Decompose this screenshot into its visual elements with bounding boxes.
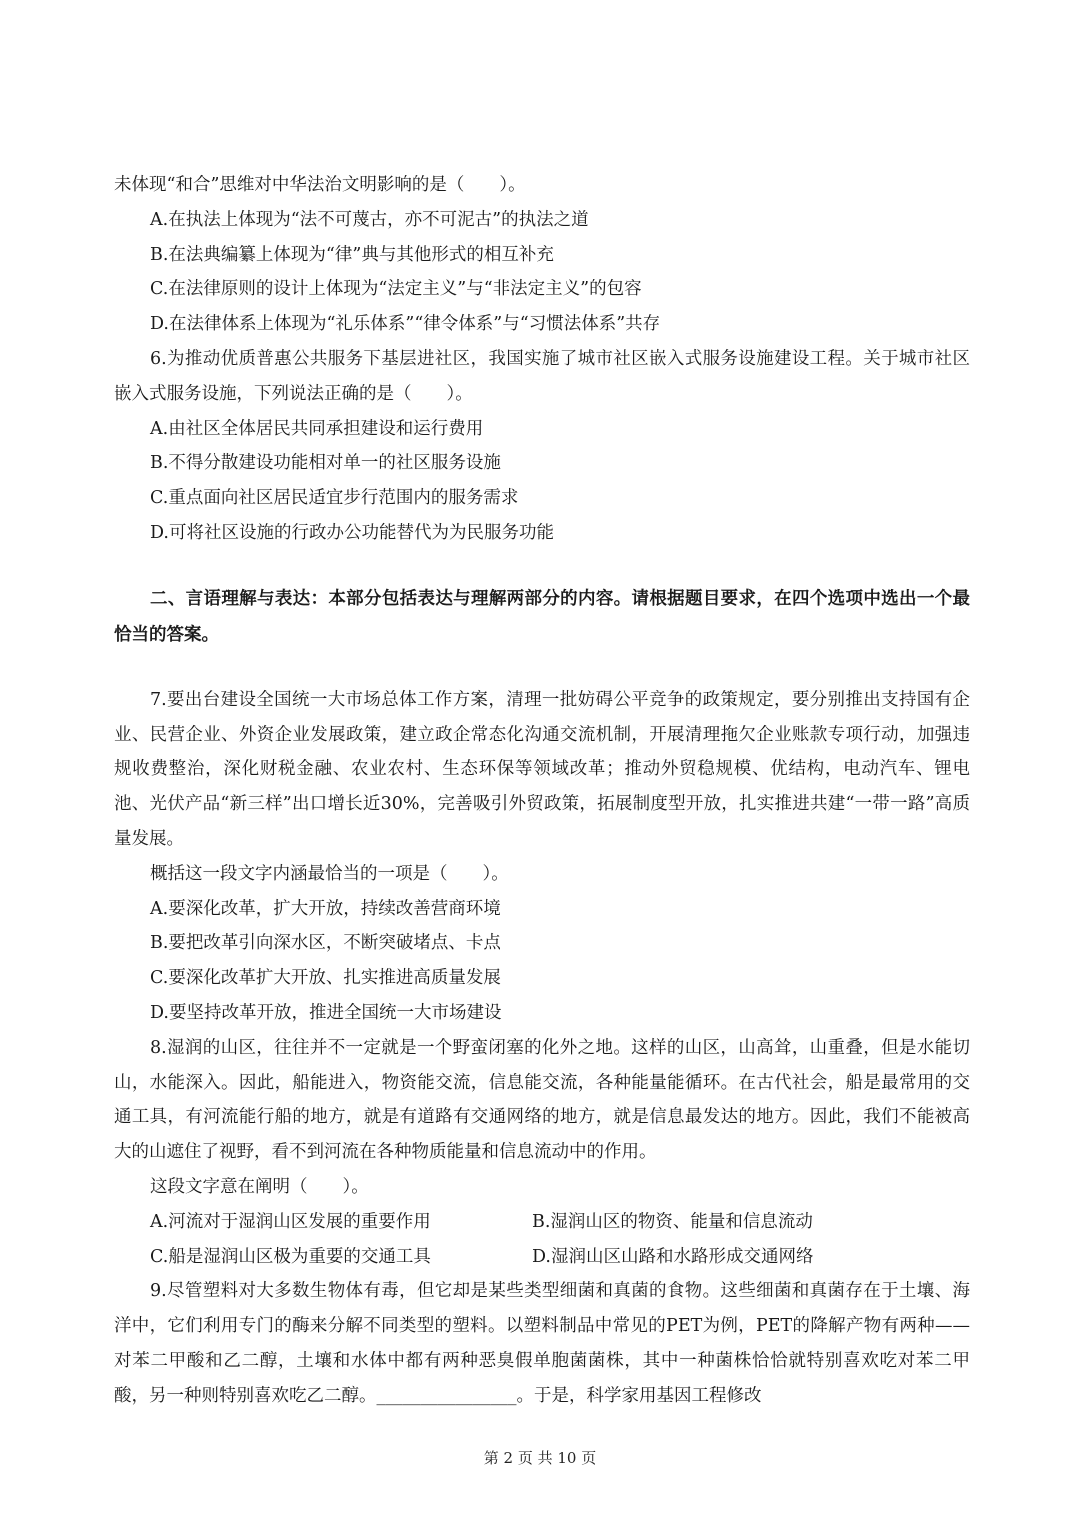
q8-option-a: A.河流对于湿润山区发展的重要作用 <box>150 1211 431 1232</box>
q6-option-c: C.重点面向社区居民适宜步行范围内的服务需求 <box>150 488 519 509</box>
q5-option-b: B.在法典编纂上体现为“律”典与其他形式的相互补充 <box>150 244 554 265</box>
q6-option-a: A.由社区全体居民共同承担建设和运行费用 <box>150 418 484 439</box>
q8-options-row-2 <box>114 1240 970 1275</box>
q7-option-c: C.要深化改革扩大开放、扎实推进高质量发展 <box>150 968 501 989</box>
q5-option-a: A.在执法上体现为“法不可蔑古，亦不可泥古”的执法之道 <box>150 209 589 230</box>
q7-stem: 7.要出台建设全国统一大市场总体工作方案，清理一批妨碍公平竞争的政策规定，要分别推出支持国有企业、民营企业、外资企业发展政策，建立政企常态化沟通交流机制，开展清理拖欠企业账款专项行动，加强违规收费整治，深化财税金融、农业农村、生态环保等领域改革；推动外贸稳规模、优结构，电动汽车、锂电池、光伏产品“新三样”出口增长近30%，完善吸引外贸政策，拓展制度型开放，扎实推进共建“一带一路”高质量发展。 <box>114 689 970 849</box>
page-content <box>114 168 970 1414</box>
q6-option-d: D.可将社区设施的行政办公功能替代为为民服务功能 <box>150 522 554 543</box>
q8-options-row-1 <box>114 1205 970 1240</box>
q9-stem: 9.尽管塑料对大多数生物体有毒，但它却是某些类型细菌和真菌的食物。这些细菌和真菌存在于土壤、海洋中，它们利用专门的酶来分解不同类型的塑料。以塑料制品中常见的PET为例，PET的降解产物有两种——对苯二甲酸和乙二醇，土壤和水体中都有两种恶臭假单胞菌菌株，其中一种菌株恰恰就特别喜欢吃对苯二甲酸，另一种则特别喜欢吃乙二醇。________________。于是，科学家用基因工程修改 <box>114 1281 970 1406</box>
q6-option-b: B.不得分散建设功能相对单一的社区服务设施 <box>150 453 501 474</box>
q5-option-c: C.在法律原则的设计上体现为“法定主义”与“非法定主义”的包容 <box>150 279 642 300</box>
q5-stem-tail: 未体现“和合”思维对中华法治文明影响的是（ ）。 <box>114 175 526 195</box>
q8-stem: 8.湿润的山区，往往并不一定就是一个野蛮闭塞的化外之地。这样的山区，山高耸，山重叠，但是水能切山，水能深入。因此，船能进入，物资能交流，信息能交流，各种能量能循环。在古代社会，船是最常用的交通工具，有河流能行船的地方，就是有道路有交通网络的地方，就是信息最发达的地方。因此，我们不能被高大的山遮住了视野，看不到河流在各种物质能量和信息流动中的作用。 <box>114 1037 970 1163</box>
page-footer: 第 2 页 共 10 页 <box>483 1449 597 1467</box>
q7-option-a: A.要深化改革，扩大开放，持续改善营商环境 <box>150 898 501 919</box>
q5-option-d: D.在法律体系上体现为“礼乐体系”“律令体系”与“习惯法体系”共存 <box>150 314 661 335</box>
q7-option-b: B.要把改革引向深水区，不断突破堵点、卡点 <box>150 933 501 954</box>
section-heading: 二、言语理解与表达：本部分包括表达与理解两部分的内容。请根据题目要求，在四个选项中选出一个最恰当的答案。 <box>114 588 970 645</box>
q7-option-d: D.要坚持改革开放，推进全国统一大市场建设 <box>150 1002 502 1023</box>
q8-option-b: B.湿润山区的物资、能量和信息流动 <box>532 1211 813 1232</box>
q6-stem: 6.为推动优质普惠公共服务下基层进社区，我国实施了城市社区嵌入式服务设施建设工程。关于城市社区嵌入式服务设施，下列说法正确的是（ ）。 <box>114 348 970 404</box>
q7-question: 概括这一段文字内涵最恰当的一项是（ ）。 <box>150 863 509 884</box>
q8-option-d: D.湿润山区山路和水路形成交通网络 <box>532 1246 814 1267</box>
q8-option-c: C.船是湿润山区极为重要的交通工具 <box>150 1246 431 1267</box>
q8-question: 这段文字意在阐明（ ）。 <box>150 1176 369 1197</box>
